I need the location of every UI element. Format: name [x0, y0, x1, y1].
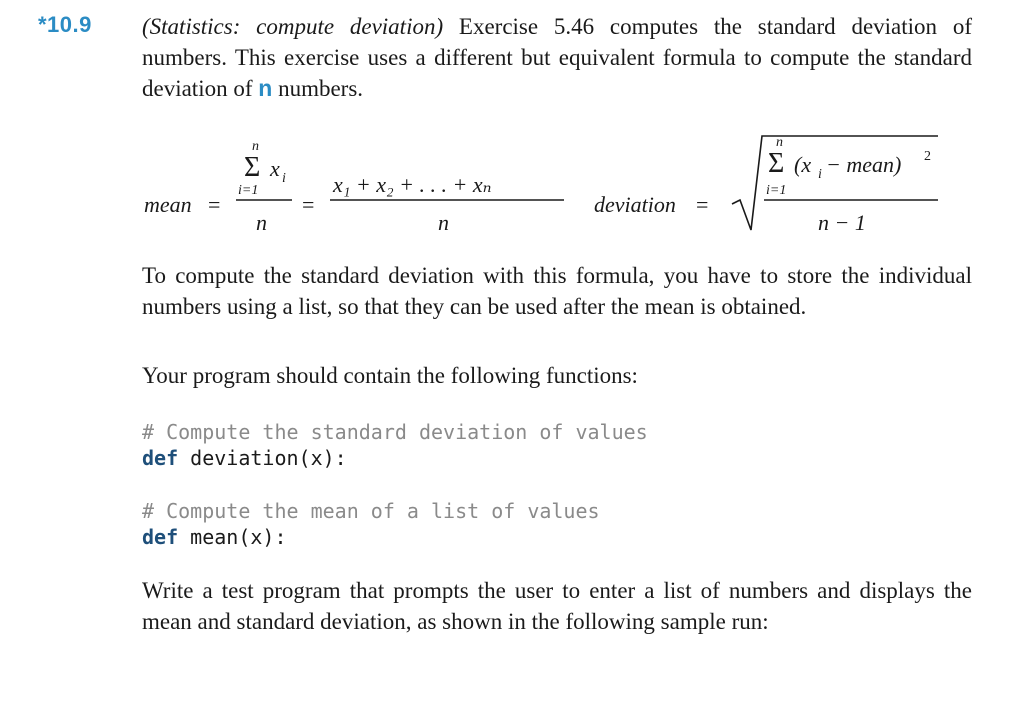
code-keyword-2: def: [142, 525, 179, 549]
store-paragraph: To compute the standard deviation with this formula, you have to store the individual numbers using a list, so that they can be used after the mean is obtained.: [142, 263, 972, 319]
denominator-n-1: n: [256, 210, 267, 235]
dev-numerator-sub: i: [818, 167, 822, 182]
exercise-number: *10.9: [38, 12, 92, 37]
sum-term-sub-1: i: [282, 171, 286, 186]
code-comment-1: # Compute the standard deviation of values: [142, 420, 648, 444]
code-signature-2: mean(x):: [178, 525, 287, 549]
code-signature-1: deviation(x):: [178, 446, 347, 470]
formula-block: [130, 128, 960, 240]
lower-limit-2: i=1: [766, 183, 787, 198]
intro-text-a: Exercise 5.46 computes the standard deviation of numbers. This exercise uses a different but equivalent formula to compute the standard deviation of: [142, 14, 972, 101]
sum-term-1: x: [270, 156, 280, 181]
lower-limit-1: i=1: [238, 183, 259, 198]
denominator-n-2: n: [438, 210, 449, 235]
sigma-2: Σ: [768, 148, 785, 179]
mean-label: mean: [144, 192, 192, 217]
deviation-label: deviation: [594, 192, 676, 217]
upper-limit-1: n: [252, 139, 259, 154]
code-block-deviation: [142, 419, 648, 471]
dev-denominator: n − 1: [818, 210, 866, 235]
test-paragraph: Write a test program that prompts the user to enter a list of numbers and displays the mean and standard deviation, as shown in the following sample run:: [142, 578, 972, 634]
exercise-intro: [142, 12, 972, 105]
intro-text-b: numbers.: [272, 76, 364, 101]
exercise-title: (Statistics: compute deviation): [142, 14, 444, 39]
equals-3: =: [696, 192, 709, 217]
formula-svg: [130, 128, 960, 240]
intro-variable: n: [258, 75, 273, 101]
functions-paragraph: Your program should contain the following functions:: [142, 363, 638, 388]
equals-2: =: [302, 192, 315, 217]
dev-numerator-rest: − mean): [826, 152, 902, 177]
upper-limit-2: n: [776, 135, 783, 150]
sigma-1: Σ: [244, 152, 261, 183]
code-keyword-1: def: [142, 446, 179, 470]
code-block-mean: [142, 498, 600, 550]
code-comment-2: # Compute the mean of a list of values: [142, 499, 600, 523]
dev-numerator: (x: [794, 152, 812, 177]
equals-1: =: [208, 192, 221, 217]
expanded-numerator: x₁ + x₂ + . . . + xₙ: [333, 172, 492, 197]
dev-exponent: 2: [924, 149, 931, 164]
